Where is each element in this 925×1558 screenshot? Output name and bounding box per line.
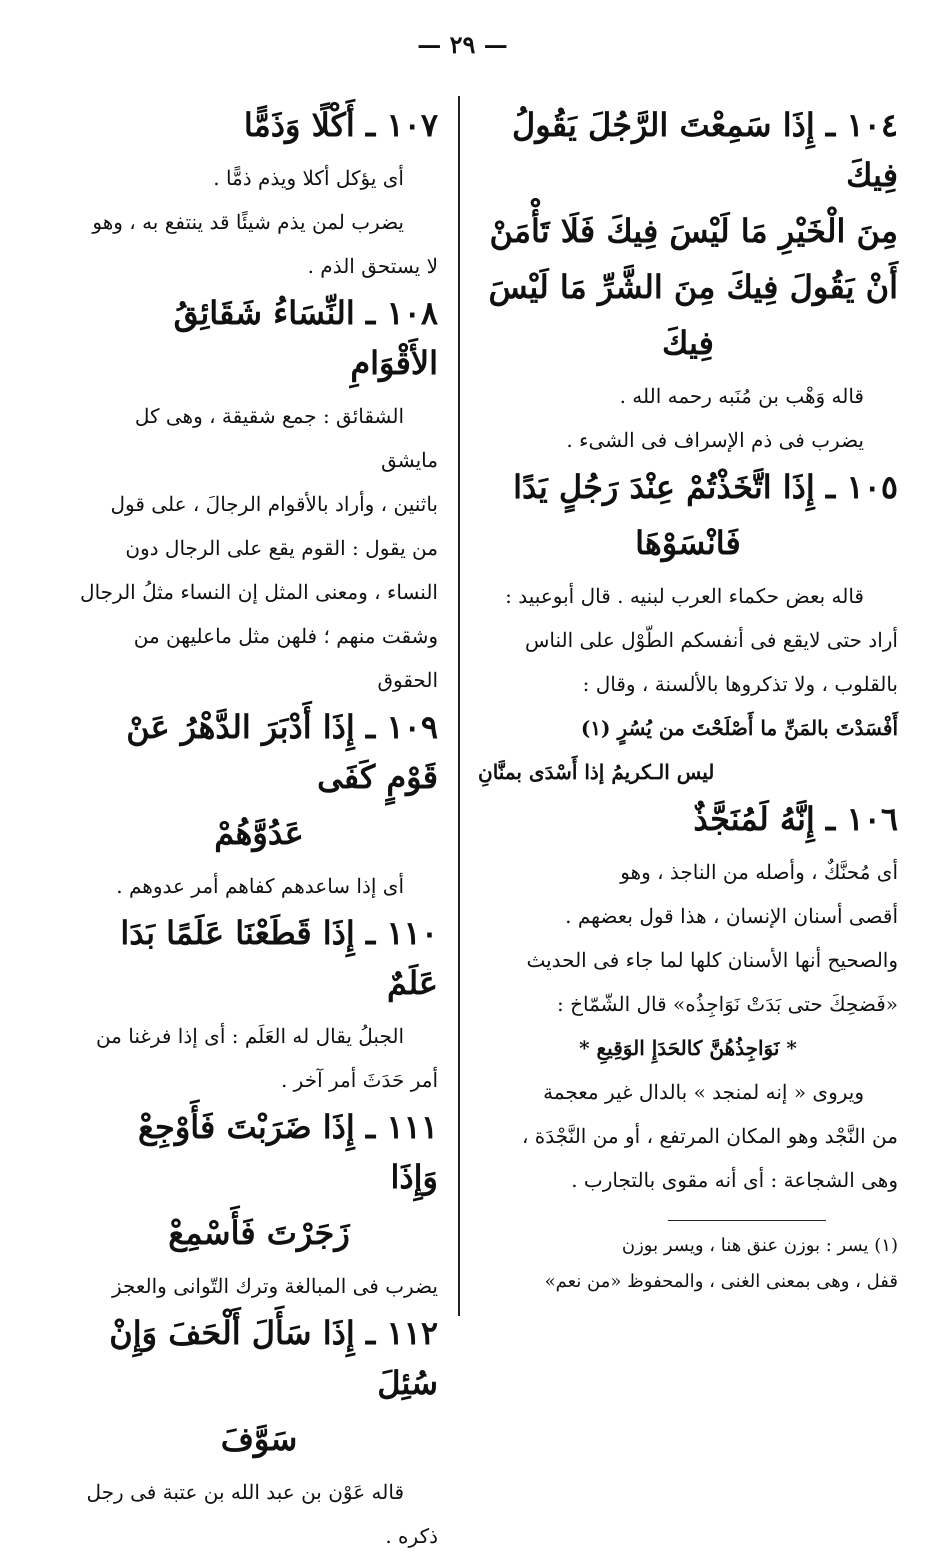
proverb-line: ١١٠ ـ إِذَا قَطَعْنَا عَلَمًا بَدَا عَلَمٌ [120, 914, 438, 1002]
proverb-line: ١٠٦ ـ إِنَّهُ لَمُنَجَّذٌ [693, 800, 898, 838]
footnote-line: (١) يسر : بوزن عنق هنا ، ويسر بوزن [621, 1235, 898, 1256]
proverb-entry-106 [478, 794, 898, 1202]
commentary-line: وشقت منهم ؛ فلهن مثل ماعليهن من الحقوق [133, 624, 438, 692]
proverb-line: سَوَّفَ [220, 1420, 298, 1458]
proverb-line: زَجَرْتَ فَأَسْمِعْ [168, 1214, 350, 1252]
commentary-line: أى إذا ساعدهم كفاهم أمر عدوهم . [116, 874, 404, 898]
commentary-line: يضرب لمن يذم شيئًا قد ينتفع به ، وهو [92, 210, 404, 234]
commentary-line: أمر حَدَثَ أمر آخر . [280, 1068, 438, 1092]
commentary-line: «فَضحِكَ حتى بَدَتْ نَوَاجِذُه» قال الشّمّاخ : [556, 992, 898, 1016]
right-column [478, 100, 898, 1202]
commentary-line: قاله عَوْن بن عبد الله بن عتبة فى رجل [86, 1480, 404, 1504]
commentary-line: يضرب فى ذم الإسراف فى الشىء . [566, 428, 864, 452]
column-divider [458, 96, 460, 1316]
proverb-entry-108 [80, 288, 438, 702]
commentary-line: لا يستحق الذم . [307, 254, 438, 278]
commentary-line: أى يؤكل أكلا ويذم ذمًّا . [213, 166, 404, 190]
proverb-line: مِنَ الْخَيْرِ مَا لَيْسَ فِيكَ فَلَا تَأْمَنْ [489, 212, 898, 250]
commentary-line: النساء ، ومعنى المثل إن النساء مثلُ الرجال [80, 580, 438, 604]
verse-line: * نَوَاجِذُهُنَّ كالحَدَإِ الوَقِيعِ * [579, 1036, 797, 1060]
commentary-line: باثنين ، وأراد بالأقوام الرجالَ ، على قول [110, 492, 438, 516]
proverb-line: ١٠٤ ـ إِذَا سَمِعْتَ الرَّجُلَ يَقُولُ فِيكَ [511, 106, 898, 194]
left-column [80, 100, 438, 1558]
proverb-line: ١٠٩ ـ إِذَا أَدْبَرَ الدَّهْرُ عَنْ قَوْمٍ كَفَى [126, 708, 438, 796]
proverb-line: فِيكَ [662, 324, 714, 362]
commentary-line: الجبلُ يقال له العَلَم : أى إذا فرغنا من [95, 1024, 404, 1048]
proverb-line: ١١٢ ـ إِذَا سَأَلَ أَلْحَفَ وَإِنْ سُئِلَ [109, 1314, 438, 1402]
proverb-line: أَنْ يَقُولَ فِيكَ مِنَ الشَّرِّ مَا لَيْسَ [488, 268, 898, 306]
proverb-line: ١٠٨ ـ النِّسَاءُ شَقَائِقُ الأَقْوَامِ [173, 294, 438, 382]
commentary-line: قاله بعض حكماء العرب لبنيه . قال أبوعبيد : [505, 584, 864, 608]
commentary-line: ذكره . [385, 1524, 438, 1548]
footnote-line: قفل ، وهى بمعنى الغنى ، والمحفوظ «من نعم» [544, 1271, 898, 1292]
proverb-line: ١١١ ـ إِذَا ضَرَبْتَ فَأَوْجِعْ وَإِذَا [138, 1108, 438, 1196]
commentary-line: والصحيح أنها الأسنان كلها لما جاء فى الحديث [526, 948, 898, 972]
proverb-line: ١٠٥ ـ إِذَا اتَّخَذْتُمْ عِنْدَ رَجُلٍ يَدًا [513, 468, 898, 506]
proverb-entry-112 [80, 1308, 438, 1558]
footnote-divider [668, 1220, 826, 1221]
commentary-line: يضرب فى المبالغة وترك التّوانى والعجز [111, 1274, 438, 1298]
proverb-line: ١٠٧ ـ أَكْلًا وَذَمًّا [243, 106, 438, 144]
proverb-entry-111 [80, 1102, 438, 1308]
verse-line: ليس الـكريمُ إذا أَسْدَى بمنَّانِ [478, 760, 715, 784]
commentary-line: ويروى « إنه لمنجد » بالدال غير معجمة [543, 1080, 864, 1104]
footnote [478, 1228, 898, 1300]
commentary-line: أراد حتى لايقع فى أنفسكم الطّوْل على الناس [525, 628, 898, 652]
commentary-line: أقصى أسنان الإنسان ، هذا قول بعضهم . [565, 904, 898, 928]
proverb-entry-110 [80, 908, 438, 1102]
commentary-line: بالقلوب ، ولا تذكروها بالألسنة ، وقال : [582, 672, 898, 696]
proverb-line: عَدُوَّهُمْ [214, 814, 304, 852]
commentary-line: أى مُحنَّكٌ ، وأصله من الناجذ ، وهو [620, 860, 898, 884]
commentary-line: وهى الشجاعة : أى أنه مقوى بالتجارب . [571, 1168, 898, 1192]
proverb-entry-104 [478, 100, 898, 462]
proverb-line: فَانْسَوْهَا [635, 524, 741, 562]
verse-line: أَفْسَدْتَ بالمَنِّ ما أَصْلَحْتَ من يُسُرٍ (١) [580, 716, 898, 740]
commentary-line: قاله وَهْب بن مُنَبه رحمه الله . [619, 384, 864, 408]
page-number: — ٢٩ — [417, 30, 508, 59]
commentary-line: من يقول : القوم يقع على الرجال دون [125, 536, 438, 560]
proverb-entry-109 [80, 702, 438, 908]
commentary-line: من النَّجْد وهو المكان المرتفع ، أو من النَّجْدَة ، [521, 1124, 898, 1148]
commentary-line: الشقائق : جمع شقيقة ، وهى كل مايشق [134, 404, 438, 472]
proverb-entry-107 [80, 100, 438, 288]
proverb-entry-105 [478, 462, 898, 794]
